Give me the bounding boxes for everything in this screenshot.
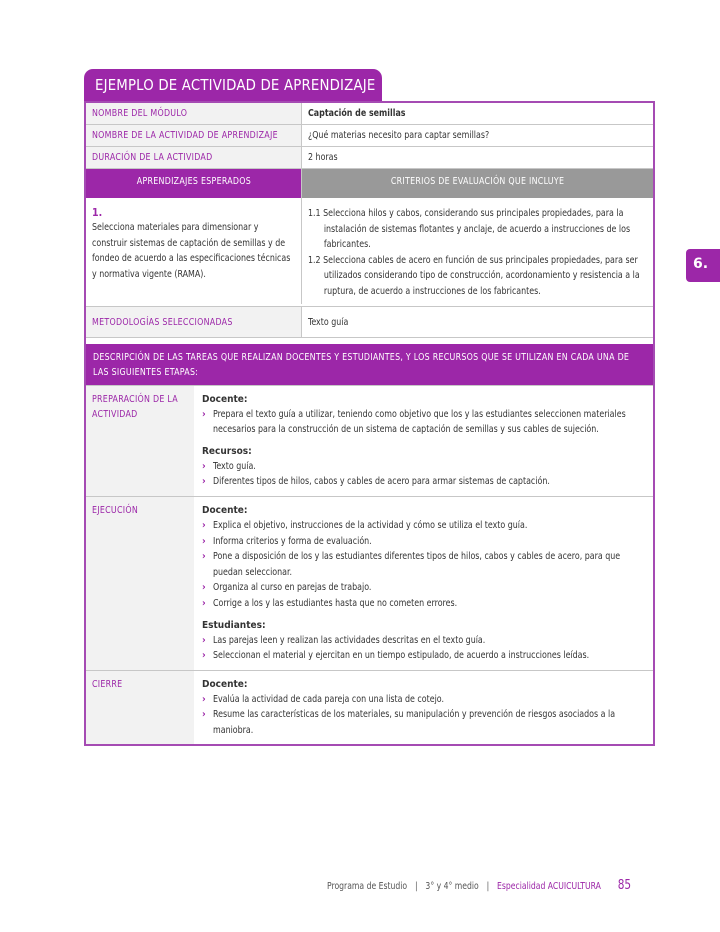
activity-example-title-tab bbox=[84, 69, 382, 102]
list-item: › Seleccionan el material y ejercitan en un tiempo estipulado, de acuerdo a instrucciones leídas. bbox=[202, 648, 645, 664]
role-heading: Docente: bbox=[202, 504, 248, 516]
activity-name-value: ¿Qué materias necesito para captar semillas? bbox=[308, 130, 490, 141]
list-item: › Las parejas leen y realizan las actividades descritas en el texto guía. bbox=[202, 633, 645, 649]
list-item: › Diferentes tipos de hilos, cabos y cables de acero para armar sistemas de captación. bbox=[202, 474, 645, 490]
chapter-tab bbox=[686, 249, 720, 282]
footer-separator: | bbox=[486, 881, 490, 892]
chevron-right-icon: › bbox=[202, 460, 206, 472]
learning-content-row bbox=[86, 198, 653, 307]
expected-learning-text: Selecciona materiales para dimensionar y construir sistemas de captación de semillas y de fondeo de acuerdo a las especificaciones técnicas y normativa vigente (RAMA). bbox=[92, 222, 291, 280]
chevron-right-icon: › bbox=[202, 693, 206, 705]
stage-label: CIERRE bbox=[92, 678, 123, 690]
activity-name-label: NOMBRE DE LA ACTIVIDAD DE APRENDIZAJE bbox=[92, 130, 278, 141]
chevron-right-icon: › bbox=[202, 519, 206, 531]
chevron-right-icon: › bbox=[202, 597, 206, 609]
list-item: › Resume las características de los materiales, su manipulación y prevención de riesgos asociados a la maniobra. bbox=[202, 707, 645, 738]
stage-label: EJECUCIÓN bbox=[92, 504, 139, 516]
footer-specialty: Especialidad ACUICULTURA bbox=[497, 881, 601, 892]
module-name-label: NOMBRE DEL MÓDULO bbox=[92, 108, 188, 119]
duration-value: 2 horas bbox=[308, 152, 338, 163]
learning-header-row bbox=[86, 169, 653, 198]
chevron-right-icon: › bbox=[202, 535, 206, 547]
list-item: › Pone a disposición de los y las estudiantes diferentes tipos de hilos, cabos y cables de acero, para que puedan seleccionar. bbox=[202, 549, 645, 580]
list-item: › Organiza al curso en parejas de trabajo. bbox=[202, 580, 645, 596]
role-heading: Recursos: bbox=[202, 445, 252, 457]
chevron-right-icon: › bbox=[202, 476, 206, 488]
stage-closing-row bbox=[86, 671, 653, 745]
chevron-right-icon: › bbox=[202, 551, 206, 563]
criterion-number: 1.2 bbox=[308, 254, 321, 266]
criterion-text: Selecciona cables de acero en función de sus principales propiedades, para ser utilizados considerando tipo de construcción, acordonamiento y resistencia a la ruptura, de acuerdo a instrucciones de los fabricantes. bbox=[323, 254, 640, 297]
chevron-right-icon: › bbox=[202, 709, 206, 721]
duration-label: DURACIÓN DE LA ACTIVIDAD bbox=[92, 152, 213, 163]
evaluation-criteria-cell bbox=[302, 198, 653, 306]
list-item: › Corrige a los y las estudiantes hasta que no cometen errores. bbox=[202, 596, 645, 612]
criterion-item bbox=[308, 253, 645, 300]
role-heading: Docente: bbox=[202, 678, 248, 690]
activity-example-title: EJEMPLO DE ACTIVIDAD DE APRENDIZAJE bbox=[95, 76, 376, 94]
role-heading: Docente: bbox=[202, 393, 248, 405]
activity-table bbox=[84, 101, 655, 746]
criterion-number: 1.1 bbox=[308, 208, 321, 219]
module-name-row bbox=[86, 103, 653, 125]
methodology-value: Texto guía bbox=[308, 316, 349, 328]
chevron-right-icon: › bbox=[202, 408, 206, 420]
criterion-item bbox=[308, 206, 645, 253]
expected-learning-header: APRENDIZAJES ESPERADOS bbox=[136, 176, 251, 187]
methodology-label: METODOLOGÍAS SELECCIONADAS bbox=[92, 316, 233, 328]
chapter-number: 6. bbox=[693, 256, 709, 272]
chevron-right-icon: › bbox=[202, 634, 206, 646]
list-item: › Evalúa la actividad de cada pareja con una lista de cotejo. bbox=[202, 692, 645, 708]
chevron-right-icon: › bbox=[202, 582, 206, 594]
stage-execution-row bbox=[86, 497, 653, 671]
module-name-value: Captación de semillas bbox=[308, 108, 406, 119]
list-item: › Informa criterios y forma de evaluación. bbox=[202, 534, 645, 550]
methodology-row bbox=[86, 307, 653, 338]
activity-name-row bbox=[86, 125, 653, 147]
page-number: 85 bbox=[617, 878, 632, 893]
chevron-right-icon: › bbox=[202, 650, 206, 662]
expected-learning-cell bbox=[86, 198, 302, 304]
footer-program: Programa de Estudio bbox=[327, 881, 408, 892]
page-footer bbox=[327, 878, 665, 894]
expected-learning-number: 1. bbox=[92, 207, 103, 219]
list-item: › Explica el objetivo, instrucciones de la actividad y cómo se utiliza el texto guía. bbox=[202, 518, 645, 534]
evaluation-criteria-header: CRITERIOS DE EVALUACIÓN QUE INCLUYE bbox=[390, 176, 565, 187]
list-item: › Texto guía. bbox=[202, 459, 645, 475]
footer-level: 3° y 4° medio bbox=[425, 881, 479, 892]
stage-label: PREPARACIÓN DE LA ACTIVIDAD bbox=[92, 393, 178, 420]
criterion-text: Selecciona hilos y cabos, considerando sus principales propiedades, para la instalación de sistemas flotantes y anclaje, de acuerdo a instrucciones de los fabricantes. bbox=[323, 208, 631, 251]
description-header bbox=[86, 344, 653, 386]
list-item: › Prepara el texto guía a utilizar, teniendo como objetivo que los y las estudiantes seleccionen materiales necesarios para la construcción de un sistema de captación de semillas y sus cables de sujeción. bbox=[202, 407, 645, 438]
description-header-text: DESCRIPCIÓN DE LAS TAREAS QUE REALIZAN DOCENTES Y ESTUDIANTES, Y LOS RECURSOS QUE SE UTILIZAN EN CADA UNA DE LAS SIGUIENTES ETAPAS: bbox=[93, 351, 630, 378]
duration-row bbox=[86, 147, 653, 169]
stage-preparation-row bbox=[86, 386, 653, 497]
role-heading: Estudiantes: bbox=[202, 619, 266, 631]
footer-separator: | bbox=[414, 881, 418, 892]
